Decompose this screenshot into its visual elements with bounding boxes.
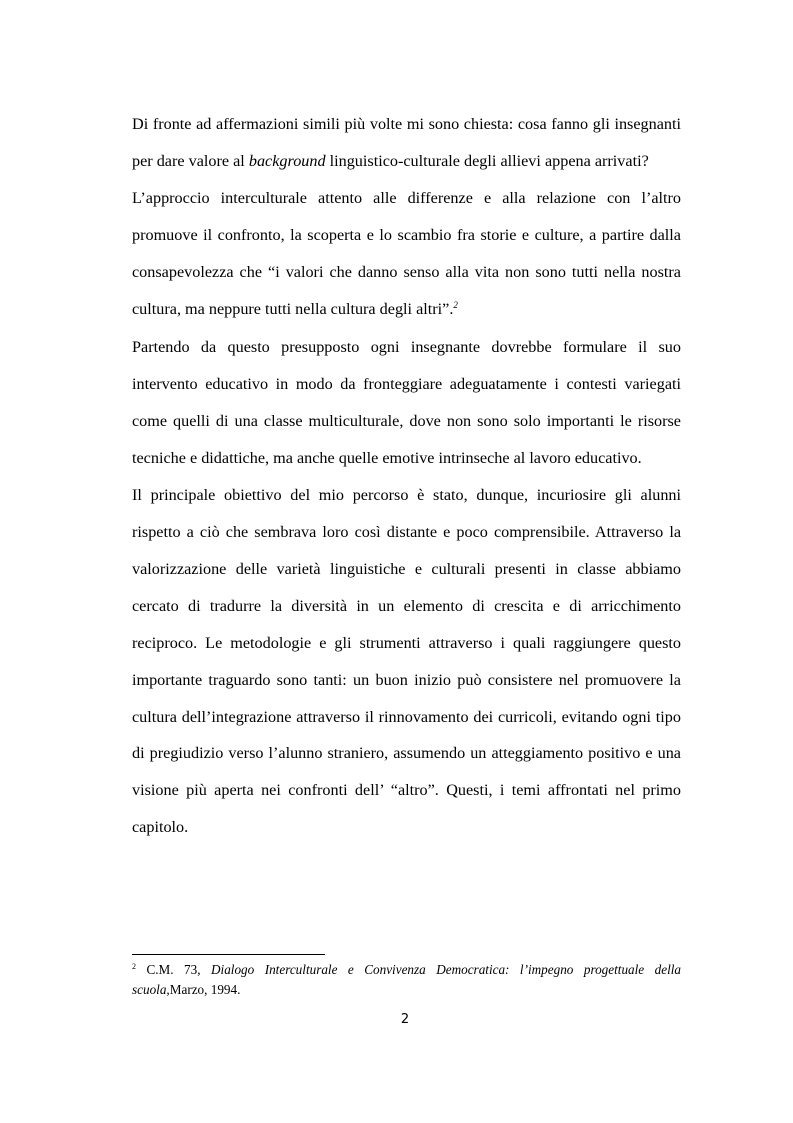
body-text [132,106,681,846]
footnote-divider [132,954,325,955]
footnote-source: C.M. 73, [146,962,211,977]
footnote-title: Dialogo Interculturale e Convivenza Democratica: l’impegno progettuale della scuola, [132,962,681,997]
footnote-date: Marzo, 1994. [169,981,241,997]
paragraph-4-text: Il principale obiettivo del mio percorso è stato, dunque, incuriosire gli alunni rispetto a ciò che sembrava loro così distante e poco comprensibile. Attraverso la valorizzazione delle varietà linguistiche e culturali presenti in classe abbiamo cercato di tradurre la diversità in un elemento di crescita e di arricchimento reciproco. Le metodologie e gli strumenti attraverso i quali raggiungere questo importante traguardo sono tanti: un buon inizio può consistere nel promuovere la cultura dell’integrazione attraverso il rinnovamento dei curricoli, evitando ogni tipo di pregiudizio verso l’alunno straniero, assumendo un atteggiamento positivo e una visione più aperta nei confronti dell’ “altro”. Questi, i temi affrontati nel primo capitolo. [132,486,681,837]
paragraph-2 [132,180,681,330]
paragraph-4 [132,477,681,846]
footnote [132,961,681,998]
paragraph-3-text: Partendo da questo presupposto ogni insegnante dovrebbe formulare il suo intervento educativo in modo da fronteggiare adeguatamente i contesti variegati come quelli di una classe multiculturale, dove non sono solo importanti le risorse tecniche e didattiche, ma anche quelle emotive intrinseche al lavoro educativo. [132,338,681,468]
paragraph-1-emphasis: background [248,151,326,170]
paragraph-2-text: L’approccio interculturale attento alle differenze e alla relazione con l’altro promuove il confronto, la scoperta e lo scambio fra storie e culture, a partire dalla consapevolezza che “i valori che danno senso alla vita non sono tutti nella nostra cultura, ma neppure tutti nella cultura degli altri”. [132,188,681,318]
paragraph-1-text-b: linguistico-culturale degli allievi appena arrivati? [325,151,649,170]
paragraph-1 [132,106,681,180]
footnote-reference[interactable]: 2 [453,299,458,310]
paragraph-3 [132,329,681,477]
paragraph-1-text-a: Di fronte ad affermazioni simili più volte mi sono chiesta: cosa fanno gli insegnanti per dare valore al [132,115,681,170]
page-number: 2 [400,1012,410,1027]
footnote-number: 2 [132,962,136,971]
